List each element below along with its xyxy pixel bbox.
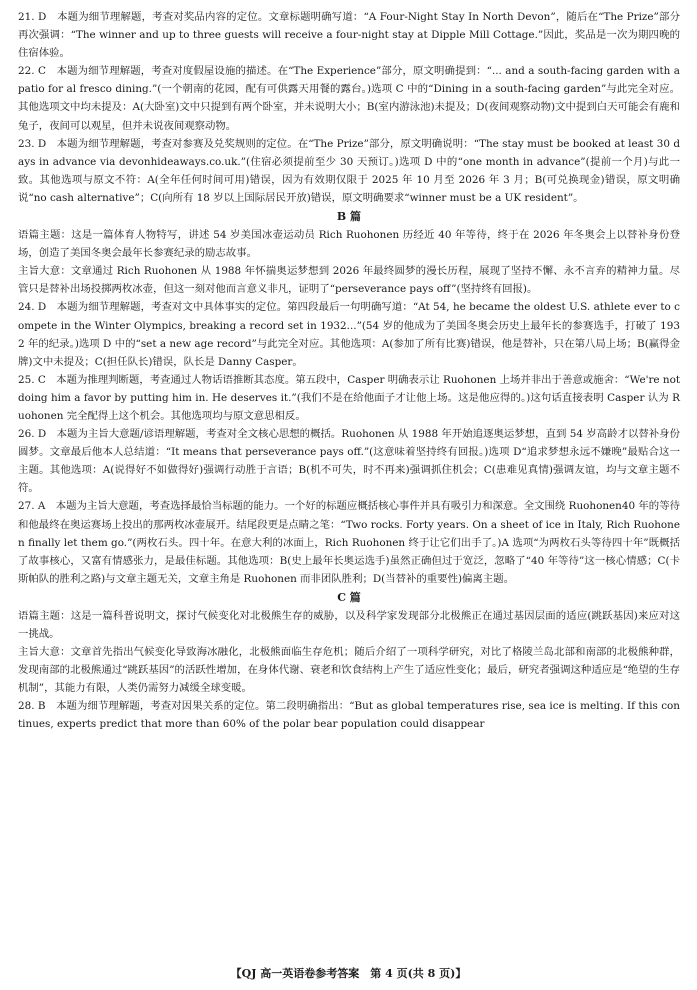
answer-item-24: 24. D 本题为细节理解题，考查对文中具体事实的定位。第四段最后一句明确写道：“At 54, he became the oldest U.S. athlete ever to compete in the Winter Olympics, breaking a record set in 1932...”(54 岁的他成为了美国冬奥会历史上最年长的参赛选手，打破了 1932 年的纪录。)选项 D 中的“set a new age record”与此完全对应。其他选项：A(参加了所有比赛)错误，他是替补，只在第八局上场；B(赢得金牌)文中未提及；C(担任队长)错误，队长是 Danny Casper。: [18, 301, 680, 368]
passage-b-main-idea: 主旨大意：文章通过 Rich Ruohonen 从 1988 年怀揣奥运梦想到 2026 年最终圆梦的漫长历程，展现了坚持不懈、永不言弃的精神力量。尽管只是替补出场投掷两枚冰壶，但这一刻对他而言意义非凡，证明了“perseverance pays off”(坚持终有回报)。: [18, 265, 680, 296]
answer-item-22: 22. C 本题为细节理解题，考查对度假屋设施的描述。在“The Experience”部分，原文明确提到：“... and a south-facing garden with a patio for al fresco dining.”(一个朝南的花园，配有可供露天用餐的露台。)选项 C 中的“Dining in a south-facing garden”与此完全对应。其他选项文中均未提及：A(大卧室)文中只提到有两个卧室，并未说明大小；B(室内游泳池)未提及；D(夜间观察动物)文中提到白天可能会有鹿和兔子，夜间可以观星，但并未说夜间观察动物。: [18, 65, 680, 132]
passage-c-topic: 语篇主题：这是一篇科普说明文，探讨气候变化对北极熊生存的威胁，以及科学家发现部分北极熊正在通过基因层面的适应(跳跃基因)来应对这一挑战。: [18, 609, 680, 640]
answer-item-25: 25. C 本题为推理判断题，考查通过人物话语推断其态度。第五段中，Casper 明确表示让 Ruohonen 上场并非出于善意或施舍：“We're not doing him a favor by putting him in. He deserves it.”(我们不是在给他面子才让他上场。这是他应得的。)这句话直接表明 Casper 认为 Ruohonen 完全配得上这个机会。其他选项均与原文意思相反。: [18, 373, 680, 422]
page-footer: 【QJ 高一英语卷参考答案 第 4 页(共 8 页)】: [230, 967, 467, 980]
answer-item-21: 21. D 本题为细节理解题，考查对奖品内容的定位。文章标题明确写道：“A Four-Night Stay In North Devon”，随后在“The Prize”部分再次强调：“The winner and up to three guests will receive a four-night stay at Dipple Mill Cottage.”因此，奖品是一次为期四晚的住宿体验。: [18, 11, 680, 60]
answer-item-23: 23. D 本题为细节理解题，考查对参赛及兑奖规则的定位。在“The Prize”部分，原文明确说明：“The stay must be booked at least 30 days in advance via devonhideaways.co.uk.”(住宿必须提前至少 30 天预订。)选项 D 中的“one month in advance”(提前一个月)与此一致。其他选项与原文不符：A(全年任何时间可用)错误，因为有效期仅限于 2025 年 10 月至 2026 年 3 月；B(可兑换现金)错误，原文明确说“no cash alternative”；C(向所有 18 岁以上国际居民开放)错误，原文明确要求“winner must be a UK resident”。: [18, 137, 680, 204]
answer-item-28: 28. B 本题为细节理解题，考查对因果关系的定位。第二段明确指出：“But as global temperatures rise, sea ice is melting. If this continues, experts predict that more than 60% of the polar bear population could disappear: [18, 700, 680, 731]
answer-item-26: 26. D 本题为主旨大意题/谚语理解题，考查对全文核心思想的概括。Ruohonen 从 1988 年开始追逐奥运梦想，直到 54 岁高龄才以替补身份圆梦。文章最后他本人总结道：“It means that perseverance pays off.”(这意味着坚持终有回报。)选项 D“追求梦想永远不嫌晚”最贴合这一主题。其他选项：A(说得好不如做得好)强调行动胜于言语；B(机不可失，时不再来)强调抓住机会；C(患难见真情)强调友谊，均与文章主题不符。: [18, 428, 680, 495]
section-heading-c: C 篇: [337, 590, 361, 604]
passage-c-main-idea: 主旨大意：文章首先指出气候变化导致海冰融化，北极熊面临生存危机；随后介绍了一项科学研究，对比了格陵兰岛北部和南部的北极熊种群，发现南部的北极熊通过“跳跃基因”的活跃性增加，在身体代谢、衰老和饮食结构上产生了适应性变化；最后，研究者强调这种适应是“绝望的生存机制”，其能力有限，人类仍需努力减缓全球变暖。: [18, 646, 680, 695]
passage-b-topic: 语篇主题：这是一篇体育人物特写，讲述 54 岁美国冰壶运动员 Rich Ruohonen 历经近 40 年等待，终于在 2026 年冬奥会上以替补身份登场，创造了美国冬奥会最年长参赛纪录的励志故事。: [18, 229, 680, 260]
section-heading-b: B 篇: [336, 210, 362, 224]
answer-page: [18, 8, 680, 734]
answer-item-27: 27. A 本题为主旨大意题，考查选择最恰当标题的能力。一个好的标题应概括核心事件并具有吸引力和深意。全文围绕 Ruohonen40 年的等待和他最终在奥运赛场上投出的那两枚冰壶展开。结尾段更是点睛之笔：“Two rocks. Forty years. On a sheet of ice in Italy, Rich Ruohonen finally let them go.”(两枚石头。四十年。在意大利的冰面上，Rich Ruohonen 终于让它们出手了。)A 选项“为两枚石头等待四十年”既概括了故事核心，又富有情感张力，是最佳标题。其他选项：B(史上最年长奥运选手)虽然正确但过于宽泛，忽略了“40 年等待”这一核心情感；C(卡斯帕队的胜利之路)与文章主题无关，文章主角是 Ruohonen 而非团队胜利；D(当替补的重要性)偏离主题。: [18, 500, 680, 585]
